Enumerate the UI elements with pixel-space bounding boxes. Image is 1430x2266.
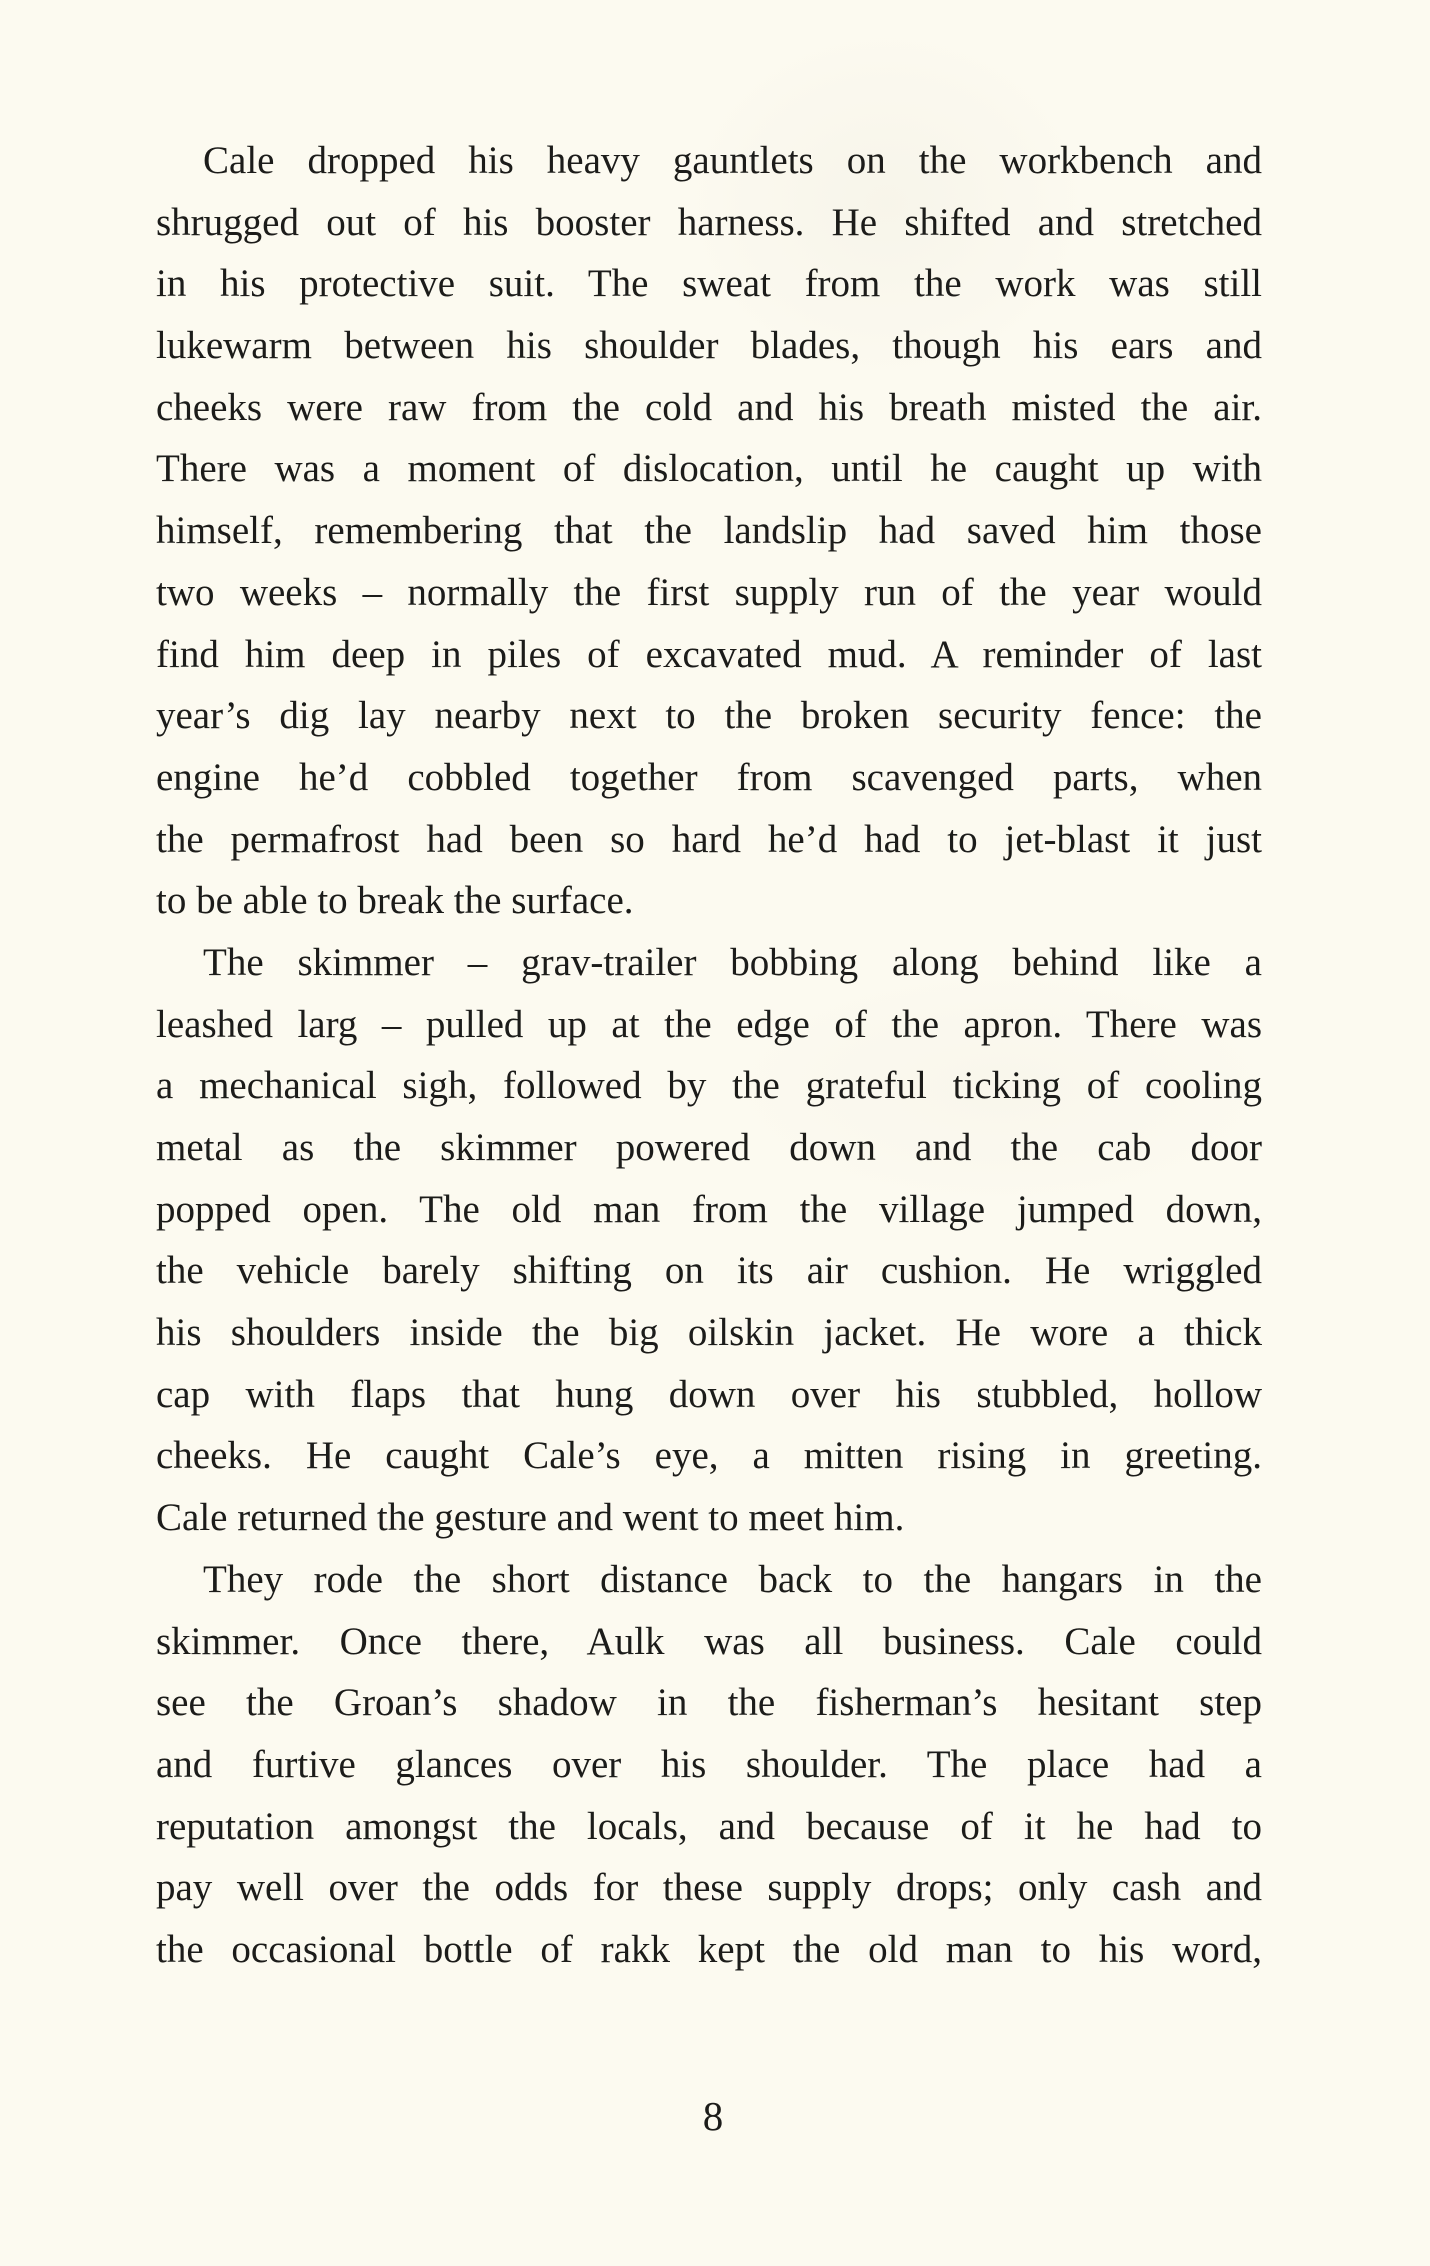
text-line: They rode the short distance back to the hangars in the (203, 1557, 1262, 1601)
text-line: two weeks – normally the first supply run of the year would (156, 570, 1262, 614)
text-line: pay well over the odds for these supply drops; only cash and (156, 1866, 1262, 1910)
text-line: year’s dig lay nearby next to the broken security fence: the (156, 694, 1262, 738)
text-line: leashed larg – pulled up at the edge of the apron. There was (156, 1002, 1262, 1046)
text-line: a mechanical sigh, followed by the grateful ticking of cooling (156, 1064, 1262, 1108)
text-line: the permafrost had been so hard he’d had to jet-blast it just (156, 817, 1262, 861)
paragraph (156, 1549, 1262, 1981)
text-line: himself, remembering that the landslip had saved him those (156, 509, 1262, 553)
text-line: cheeks. He caught Cale’s eye, a mitten rising in greeting. (156, 1434, 1262, 1478)
text-line: lukewarm between his shoulder blades, though his ears and (156, 324, 1262, 368)
paragraph (156, 932, 1262, 1549)
text-line: the occasional bottle of rakk kept the old man to his word, (156, 1927, 1262, 1971)
page-text (156, 130, 1262, 1981)
text-line: in his protective suit. The sweat from the work was still (156, 262, 1262, 306)
text-line: There was a moment of dislocation, until he caught up with (156, 447, 1262, 491)
text-line: see the Groan’s shadow in the fisherman’s hesitant step (156, 1681, 1262, 1725)
text-line: Cale dropped his heavy gauntlets on the workbench and (203, 139, 1262, 182)
text-line: The skimmer – grav-trailer bobbing along behind like a (203, 940, 1262, 984)
text-line: reputation amongst the locals, and because of it he had to (156, 1804, 1262, 1848)
text-line: to be able to break the surface. (156, 879, 634, 923)
text-line: metal as the skimmer powered down and the cab door (156, 1126, 1262, 1169)
text-line: the vehicle barely shifting on its air cushion. He wriggled (156, 1249, 1262, 1293)
text-line: skimmer. Once there, Aulk was all business. Cale could (156, 1619, 1262, 1663)
text-line: Cale returned the gesture and went to meet him. (156, 1496, 905, 1540)
text-line: shrugged out of his booster harness. He shifted and stretched (156, 200, 1262, 244)
text-line: cap with flaps that hung down over his stubbled, hollow (156, 1372, 1262, 1416)
text-line: and furtive glances over his shoulder. The place had a (156, 1742, 1262, 1786)
paragraph (156, 130, 1262, 932)
text-line: engine he’d cobbled together from scavenged parts, when (156, 755, 1262, 799)
page-number: 8 (702, 2093, 724, 2139)
text-line: his shoulders inside the big oilskin jacket. He wore a thick (156, 1311, 1262, 1355)
text-line: popped open. The old man from the village jumped down, (156, 1187, 1262, 1231)
text-line: cheeks were raw from the cold and his breath misted the air. (156, 385, 1262, 429)
text-line: find him deep in piles of excavated mud. A reminder of last (156, 632, 1262, 676)
